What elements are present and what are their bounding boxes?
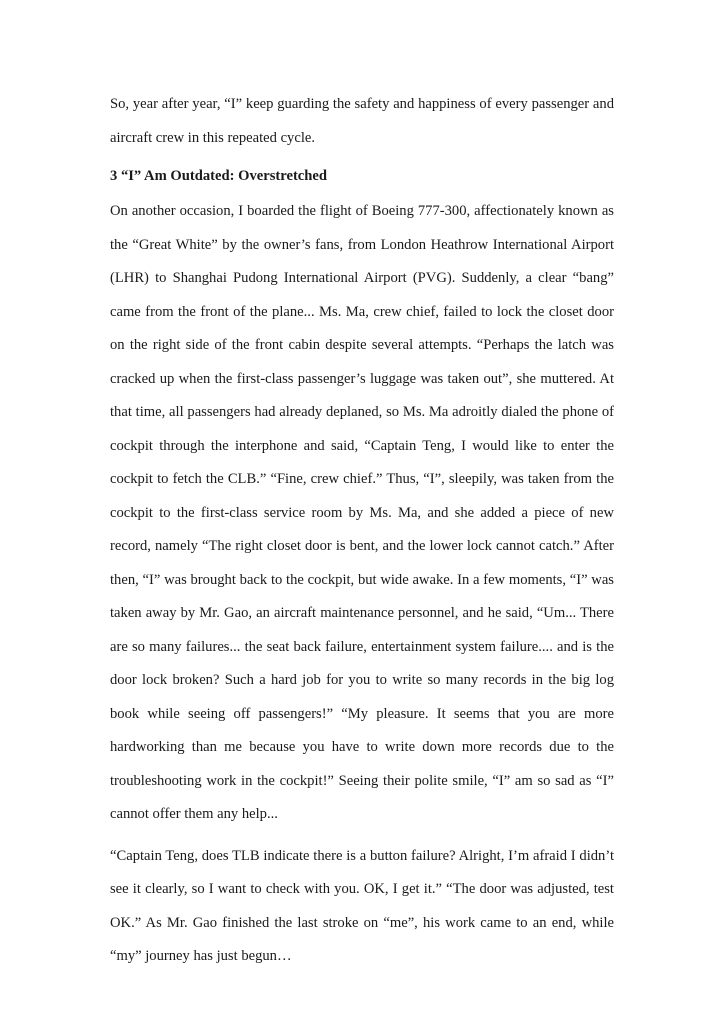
paragraph-captain-teng: “Captain Teng, does TLB indicate there is a button failure? Alright, I’m afraid I didn’t see it clearly, so I want to check with you. OK, I get it.” “The door was adjusted, test OK.” As Mr. Gao finished the last stroke on “me”, his work came to an end, while “my” journey has just begun…: [110, 847, 614, 964]
document-page: [110, 88, 614, 974]
paragraph-closet-door-story: On another occasion, I boarded the flight of Boeing 777-300, affectionately known as the “Great White” by the owner’s fans, from London Heathrow International Airport (LHR) to Shanghai Pudong International Airport (PVG). Suddenly, a clear “bang” came from the front of the plane... Ms. Ma, crew chief, failed to lock the closet door on the right side of the front cabin despite several attempts. “Perhaps the latch was cracked up when the first-class passenger’s luggage was taken out”, she muttered. At that time, all passengers had already deplaned, so Ms. Ma adroitly dialed the phone of cockpit through the interphone and said, “Captain Teng, I would like to enter the cockpit to fetch the CLB.” “Fine, crew chief.” Thus, “I”, sleepily, was taken from the cockpit to the first-class service room by Ms. Ma, and she added a piece of new record, namely “The right closet door is bent, and the lower lock cannot catch.” After then, “I” was brought back to the cockpit, but wide awake. In a few moments, “I” was taken away by Mr. Gao, an aircraft maintenance personnel, and he said, “Um... There are so many failures... the seat back failure, entertainment system failure.... and is the door lock broken? Such a hard job for you to write so many records in the big log book while seeing off passengers!” “My pleasure. It seems that you are more hardworking than me because you have to write down more records due to the troubleshooting work in the cockpit!” Seeing their polite smile, “I” am so sad as “I” cannot offer them any help...: [110, 203, 614, 822]
paragraph-guarding-cycle: So, year after year, “I” keep guarding the safety and happiness of every passenger and aircraft crew in this repeated cycle.: [110, 96, 614, 146]
section-heading: 3 “I” Am Outdated: Overstretched: [110, 168, 327, 184]
